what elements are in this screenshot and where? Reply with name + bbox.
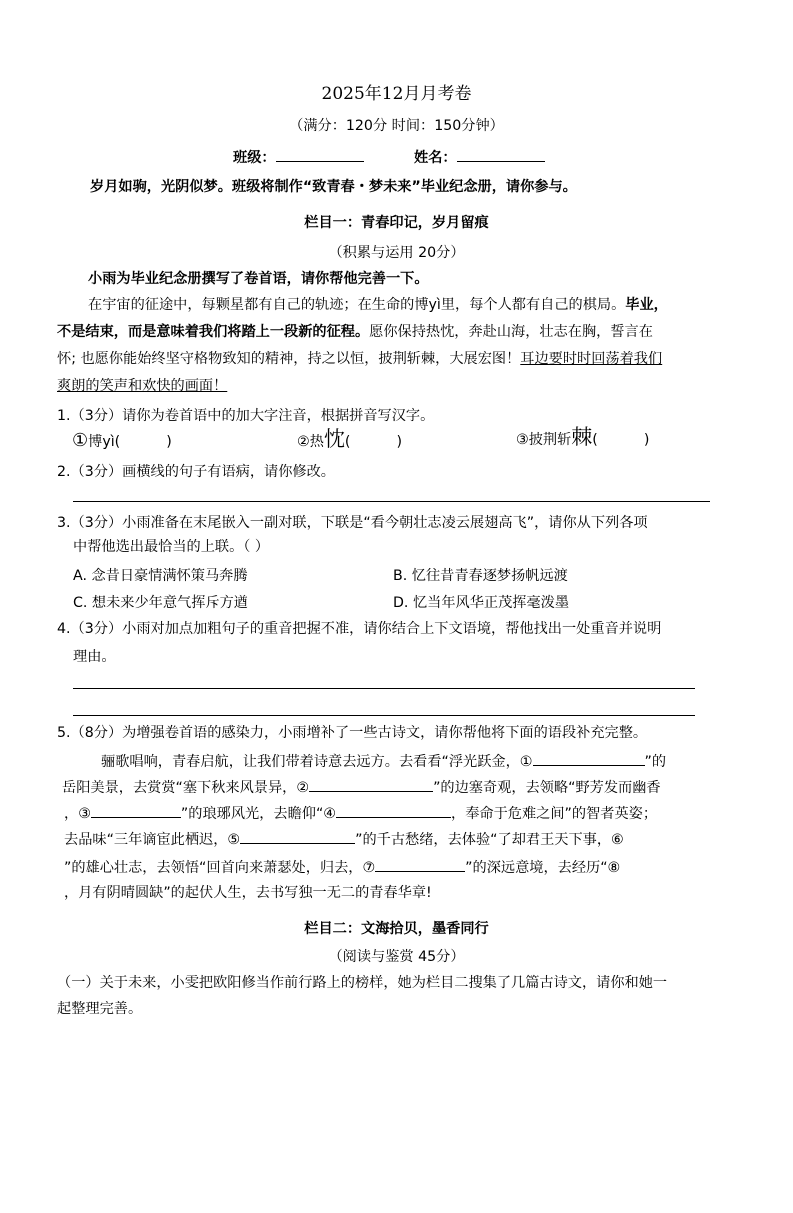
q4-answer-line-1[interactable] bbox=[73, 688, 695, 689]
q5-line-3: ，③ ”的琅琊风光，去瞻仰“④ ，奉命于危难之间”的智者英姿； bbox=[64, 803, 657, 824]
q4-stem-line-2: 理由。 bbox=[73, 649, 116, 665]
q5-blank-5[interactable] bbox=[240, 829, 355, 844]
section2-score: （阅读与鉴赏 45分） bbox=[328, 949, 465, 965]
underlined-sentence-part2: 爽朗的笑声和欢快的画面！ bbox=[57, 378, 228, 394]
passage-line-4 bbox=[57, 376, 227, 396]
q2-stem: 2.（3分）画横线的句子有语病，请你修改。 bbox=[57, 464, 335, 480]
name-field bbox=[414, 147, 545, 168]
q5-blank-7[interactable] bbox=[375, 857, 465, 872]
q1-item-c[interactable]: ③披荆斩棘( ) bbox=[516, 425, 650, 449]
name-label: 姓名： bbox=[414, 150, 457, 166]
q2-answer-line[interactable] bbox=[73, 501, 710, 502]
exam-title: 2025年12月月考卷 bbox=[321, 84, 472, 104]
q4-answer-line-2[interactable] bbox=[73, 715, 695, 716]
q5-line-5: ”的雄心壮志，去领悟“回首向来萧瑟处，归去，⑦ ”的深远意境，去经历“⑧ bbox=[64, 857, 620, 878]
section1-title: 栏目一：青春印记，岁月留痕 bbox=[304, 215, 489, 231]
q5-blank-3[interactable] bbox=[91, 803, 181, 818]
q3-option-d[interactable]: D. 忆当年风华正茂挥毫泼墨 bbox=[393, 595, 570, 611]
q5-blank-4[interactable] bbox=[336, 803, 451, 818]
q5-line-2: 岳阳美景，去赏赏“塞下秋来风景异，② ”的边塞奇观，去领略“野芳发而幽香 bbox=[62, 777, 661, 798]
class-label: 班级： bbox=[233, 150, 276, 166]
section2-intro-line-2: 起整理完善。 bbox=[57, 1001, 143, 1017]
section1-lead: 小雨为毕业纪念册撰写了卷首语，请你帮他完善一下。 bbox=[88, 271, 429, 287]
q3-option-c[interactable]: C. 想未来少年意气挥斥方遒 bbox=[73, 595, 248, 611]
q1-stem: 1.（3分）请你为卷首语中的加大字注音，根据拼音写汉字。 bbox=[57, 408, 435, 424]
q1-item-a[interactable]: ①博yì( ) bbox=[72, 430, 172, 451]
class-blank[interactable] bbox=[276, 147, 364, 162]
q3-option-b[interactable]: B. 忆往昔青春逐梦扬帆远渡 bbox=[393, 568, 568, 584]
q5-blank-1[interactable] bbox=[533, 751, 645, 766]
q5-line-4: 去品味“三年谪宦此栖迟，⑤ ”的千古愁绪，去体验“了却君王天下事，⑥ bbox=[64, 829, 624, 850]
q1-item-b[interactable]: ②热忱( ) bbox=[297, 427, 403, 451]
q5-stem: 5.（8分）为增强卷首语的感染力，小雨增补了一些古诗文，请你帮他将下面的语段补充完整。 bbox=[57, 725, 648, 741]
q4-stem-line-1: 4.（3分）小雨对加点加粗句子的重音把握不准，请你结合上下文语境，帮他找出一处重音并说明 bbox=[57, 621, 662, 637]
exam-subtitle: （满分：120分 时间：150分钟） bbox=[289, 118, 504, 134]
q5-blank-2[interactable] bbox=[309, 777, 433, 792]
class-field bbox=[233, 147, 364, 168]
q5-line-1: 骊歌唱响，青春启航，让我们带着诗意去远方。去看看“浮光跃金，① ”的 bbox=[101, 751, 666, 772]
section2-intro-line-1: （一）关于未来，小雯把欧阳修当作前行路上的榜样，她为栏目二搜集了几篇古诗文，请你和她一 bbox=[57, 975, 668, 991]
section2-title: 栏目二：文海拾贝，墨香同行 bbox=[304, 921, 489, 937]
q3-stem-line-1: 3.（3分）小雨准备在末尾嵌入一副对联，下联是“看今朝壮志凌云展翅高飞”，请你从下列各项 bbox=[57, 515, 648, 531]
q5-line-6: ，月有阴晴圆缺”的起伏人生，去书写独一无二的青春华章! bbox=[64, 885, 432, 901]
q3-option-a[interactable]: A. 念昔日豪情满怀策马奔腾 bbox=[73, 568, 248, 584]
section1-score: （积累与运用 20分） bbox=[328, 245, 465, 261]
name-blank[interactable] bbox=[457, 147, 545, 162]
q3-stem-line-2: 中帮他选出最恰当的上联。（ ） bbox=[73, 539, 270, 555]
underlined-sentence-part1: 耳边要时时回荡着我们 bbox=[520, 351, 663, 367]
intro-text: 岁月如驹，光阴似梦。班级将制作“致青春・梦未来”毕业纪念册，请你参与。 bbox=[90, 179, 577, 195]
passage-line-2: 不是结束，而是意味着我们将踏上一段新的征程。愿你保持热忱，奔赴山海，壮志在胸，誓言在 bbox=[57, 324, 653, 340]
passage-line-3: 怀; 也愿你能始终坚守格物致知的精神，持之以恒，披荆斩棘，大展宏图！耳边要时时回荡着我们 bbox=[57, 351, 663, 367]
passage-line-1: 在宇宙的征途中，每颗星都有自己的轨迹；在生命的博yì里，每个人都有自己的棋局。毕业， bbox=[88, 297, 668, 313]
